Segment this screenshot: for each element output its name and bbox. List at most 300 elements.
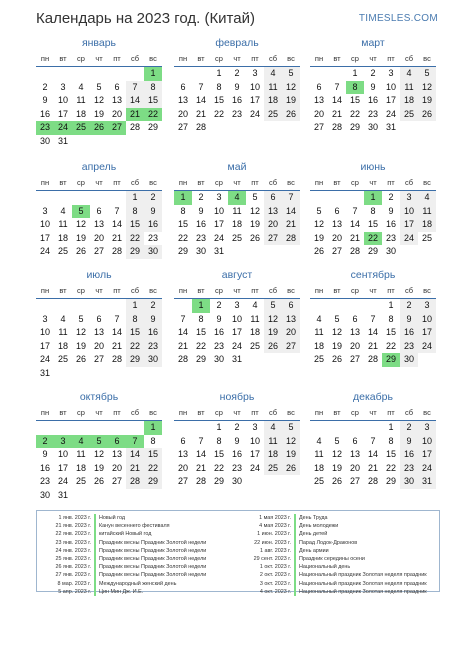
day-cell[interactable]: 10 — [39, 219, 50, 229]
day-cell[interactable]: 4 — [400, 67, 418, 81]
day-cell[interactable]: 2 — [216, 300, 222, 310]
day-cell[interactable]: 10 — [39, 327, 50, 337]
day-cell[interactable]: 31 — [231, 354, 242, 364]
day-cell[interactable]: 21 — [177, 340, 188, 351]
day-cell[interactable]: 9 — [198, 205, 204, 216]
day-cell[interactable]: 25 — [249, 340, 260, 351]
day-cell[interactable]: 2 — [370, 68, 376, 78]
day-cell[interactable]: 15 — [177, 219, 188, 229]
day-cell[interactable]: 22 — [213, 462, 224, 473]
day-cell[interactable]: 23 — [147, 232, 158, 243]
day-cell[interactable]: 3 — [234, 300, 240, 310]
day-cell[interactable]: 7 — [114, 205, 120, 216]
day-cell[interactable]: 23 — [385, 232, 396, 243]
day-cell[interactable]: 24 — [39, 354, 50, 364]
day-cell[interactable]: 11 — [232, 205, 242, 216]
day-cell[interactable]: 9 — [234, 435, 240, 446]
day-cell[interactable]: 25 — [75, 476, 86, 486]
day-cell[interactable]: 25 — [57, 354, 68, 364]
day-cell[interactable]: 12 — [313, 219, 324, 229]
day-cell[interactable]: 3 — [216, 192, 222, 202]
day-cell[interactable]: 9 — [388, 205, 394, 216]
day-cell[interactable]: 14 — [367, 449, 378, 459]
day-cell[interactable]: 27 — [264, 232, 282, 246]
day-cell[interactable]: 23 — [367, 108, 378, 119]
day-cell[interactable]: 27 — [177, 476, 188, 486]
day-cell[interactable]: 29 — [144, 475, 162, 489]
day-cell[interactable]: 2 — [400, 421, 418, 435]
day-cell[interactable]: 26 — [249, 232, 260, 243]
day-cell[interactable]: 31 — [385, 122, 396, 132]
day-cell[interactable]: 20 — [282, 326, 300, 340]
day-cell[interactable]: 19 — [75, 232, 86, 243]
day-cell[interactable]: 18 — [231, 219, 242, 229]
day-cell[interactable]: 15 — [144, 94, 162, 108]
day-cell[interactable]: 1 — [388, 422, 394, 432]
holiday-day-cell[interactable]: 4 — [228, 191, 246, 205]
day-cell[interactable]: 12 — [418, 81, 436, 95]
day-cell[interactable]: 30 — [39, 489, 50, 500]
day-cell[interactable]: 30 — [385, 246, 396, 256]
day-cell[interactable]: 11 — [76, 95, 86, 105]
day-cell[interactable]: 21 — [126, 462, 144, 476]
day-cell[interactable]: 4 — [60, 205, 66, 216]
day-cell[interactable]: 14 — [349, 219, 360, 229]
day-cell[interactable]: 25 — [421, 232, 432, 243]
day-cell[interactable]: 2 — [388, 192, 394, 202]
day-cell[interactable]: 12 — [264, 313, 282, 327]
day-cell[interactable]: 13 — [177, 449, 188, 459]
day-cell[interactable]: 4 — [264, 421, 282, 435]
holiday-day-cell[interactable]: 4 — [72, 435, 90, 449]
day-cell[interactable]: 26 — [282, 462, 300, 476]
day-cell[interactable]: 26 — [264, 340, 282, 354]
day-cell[interactable]: 1 — [352, 68, 358, 78]
day-cell[interactable]: 10 — [57, 449, 68, 459]
day-cell[interactable]: 18 — [75, 462, 86, 473]
day-cell[interactable]: 14 — [177, 327, 188, 337]
holiday-day-cell[interactable]: 7 — [126, 435, 144, 449]
day-cell[interactable]: 24 — [39, 246, 50, 256]
day-cell[interactable]: 23 — [39, 476, 50, 486]
holiday-day-cell[interactable]: 1 — [144, 421, 162, 435]
day-cell[interactable]: 16 — [39, 108, 50, 119]
day-cell[interactable]: 20 — [313, 108, 324, 119]
day-cell[interactable]: 17 — [418, 448, 436, 462]
day-cell[interactable]: 29 — [349, 122, 360, 132]
day-cell[interactable]: 16 — [195, 219, 206, 229]
day-cell[interactable]: 3 — [60, 81, 66, 92]
day-cell[interactable]: 6 — [282, 299, 300, 313]
day-cell[interactable]: 6 — [352, 435, 358, 446]
day-cell[interactable]: 28 — [129, 122, 140, 132]
day-cell[interactable]: 25 — [313, 476, 324, 486]
day-cell[interactable]: 10 — [231, 313, 242, 324]
day-cell[interactable]: 12 — [331, 327, 342, 337]
day-cell[interactable]: 14 — [126, 448, 144, 462]
day-cell[interactable]: 12 — [93, 449, 104, 459]
day-cell[interactable]: 9 — [400, 313, 418, 327]
day-cell[interactable]: 14 — [126, 94, 144, 108]
day-cell[interactable]: 19 — [313, 232, 324, 243]
holiday-day-cell[interactable]: 22 — [144, 108, 162, 122]
day-cell[interactable]: 13 — [177, 95, 188, 105]
holiday-day-cell[interactable]: 5 — [90, 435, 108, 449]
day-cell[interactable]: 5 — [96, 81, 102, 92]
day-cell[interactable]: 16 — [231, 449, 242, 459]
day-cell[interactable]: 18 — [264, 448, 282, 462]
day-cell[interactable]: 12 — [282, 81, 300, 95]
day-cell[interactable]: 26 — [418, 108, 436, 122]
holiday-day-cell[interactable]: 21 — [126, 108, 144, 122]
day-cell[interactable]: 12 — [75, 327, 86, 337]
day-cell[interactable]: 8 — [126, 313, 144, 327]
day-cell[interactable]: 15 — [195, 327, 206, 337]
day-cell[interactable]: 28 — [282, 232, 300, 246]
day-cell[interactable]: 14 — [111, 327, 122, 337]
day-cell[interactable]: 31 — [39, 367, 50, 378]
day-cell[interactable]: 4 — [418, 191, 436, 205]
day-cell[interactable]: 16 — [385, 219, 396, 229]
holiday-day-cell[interactable]: 1 — [144, 67, 162, 81]
holiday-day-cell[interactable]: 29 — [382, 353, 400, 367]
day-cell[interactable]: 4 — [78, 81, 84, 92]
day-cell[interactable]: 7 — [180, 313, 186, 324]
holiday-day-cell[interactable]: 22 — [364, 232, 382, 246]
day-cell[interactable]: 3 — [42, 205, 48, 216]
day-cell[interactable]: 22 — [126, 340, 144, 354]
day-cell[interactable]: 29 — [213, 476, 224, 486]
day-cell[interactable]: 17 — [418, 326, 436, 340]
day-cell[interactable]: 16 — [144, 326, 162, 340]
day-cell[interactable]: 22 — [385, 340, 396, 351]
day-cell[interactable]: 6 — [352, 313, 358, 324]
day-cell[interactable]: 21 — [111, 232, 122, 243]
day-cell[interactable]: 10 — [400, 205, 418, 219]
day-cell[interactable]: 1 — [126, 299, 144, 313]
day-cell[interactable]: 22 — [177, 232, 188, 243]
day-cell[interactable]: 19 — [331, 340, 342, 351]
day-cell[interactable]: 10 — [249, 81, 260, 92]
day-cell[interactable]: 22 — [195, 340, 206, 351]
day-cell[interactable]: 14 — [282, 205, 300, 219]
day-cell[interactable]: 3 — [400, 191, 418, 205]
day-cell[interactable]: 25 — [264, 108, 282, 122]
day-cell[interactable]: 12 — [249, 205, 260, 216]
day-cell[interactable]: 16 — [400, 326, 418, 340]
day-cell[interactable]: 18 — [264, 94, 282, 108]
day-cell[interactable]: 21 — [111, 340, 122, 351]
day-cell[interactable]: 7 — [370, 435, 376, 446]
day-cell[interactable]: 21 — [282, 218, 300, 232]
day-cell[interactable]: 20 — [331, 232, 342, 243]
day-cell[interactable]: 9 — [42, 449, 48, 459]
day-cell[interactable]: 14 — [367, 327, 378, 337]
day-cell[interactable]: 16 — [144, 218, 162, 232]
day-cell[interactable]: 15 — [385, 449, 396, 459]
day-cell[interactable]: 26 — [75, 354, 86, 364]
holiday-day-cell[interactable]: 2 — [36, 435, 54, 449]
day-cell[interactable]: 10 — [418, 435, 436, 449]
day-cell[interactable]: 17 — [213, 219, 224, 229]
holiday-day-cell[interactable]: 6 — [108, 435, 126, 449]
day-cell[interactable]: 31 — [57, 489, 68, 500]
day-cell[interactable]: 16 — [367, 95, 378, 105]
day-cell[interactable]: 6 — [96, 313, 102, 324]
day-cell[interactable]: 21 — [367, 340, 378, 351]
day-cell[interactable]: 31 — [57, 135, 68, 146]
day-cell[interactable]: 28 — [126, 475, 144, 489]
day-cell[interactable]: 5 — [334, 435, 340, 446]
day-cell[interactable]: 29 — [126, 353, 144, 367]
day-cell[interactable]: 9 — [234, 81, 240, 92]
day-cell[interactable]: 9 — [216, 313, 222, 324]
day-cell[interactable]: 18 — [57, 340, 68, 351]
day-cell[interactable]: 29 — [126, 245, 144, 259]
day-cell[interactable]: 24 — [213, 232, 224, 243]
day-cell[interactable]: 6 — [114, 81, 120, 92]
day-cell[interactable]: 11 — [58, 219, 68, 229]
day-cell[interactable]: 2 — [144, 299, 162, 313]
day-cell[interactable]: 27 — [177, 122, 188, 132]
day-cell[interactable]: 8 — [150, 435, 156, 446]
day-cell[interactable]: 17 — [39, 232, 50, 243]
day-cell[interactable]: 2 — [144, 191, 162, 205]
day-cell[interactable]: 3 — [418, 299, 436, 313]
day-cell[interactable]: 19 — [75, 340, 86, 351]
day-cell[interactable]: 25 — [313, 354, 324, 364]
day-cell[interactable]: 30 — [400, 353, 418, 367]
day-cell[interactable]: 10 — [418, 313, 436, 327]
day-cell[interactable]: 28 — [195, 122, 206, 132]
day-cell[interactable]: 8 — [216, 81, 222, 92]
day-cell[interactable]: 21 — [195, 108, 206, 119]
day-cell[interactable]: 30 — [400, 475, 418, 489]
day-cell[interactable]: 3 — [42, 313, 48, 324]
day-cell[interactable]: 15 — [126, 218, 144, 232]
day-cell[interactable]: 30 — [231, 476, 242, 486]
day-cell[interactable]: 24 — [418, 462, 436, 476]
day-cell[interactable]: 27 — [349, 354, 360, 364]
day-cell[interactable]: 2 — [400, 299, 418, 313]
day-cell[interactable]: 2 — [234, 422, 240, 432]
day-cell[interactable]: 13 — [111, 95, 122, 105]
day-cell[interactable]: 28 — [177, 354, 188, 364]
day-cell[interactable]: 30 — [144, 353, 162, 367]
holiday-day-cell[interactable]: 1 — [192, 299, 210, 313]
day-cell[interactable]: 16 — [213, 327, 224, 337]
day-cell[interactable]: 13 — [349, 327, 360, 337]
day-cell[interactable]: 9 — [370, 81, 376, 92]
day-cell[interactable]: 14 — [195, 95, 206, 105]
day-cell[interactable]: 21 — [367, 462, 378, 473]
day-cell[interactable]: 23 — [231, 108, 242, 119]
site-link[interactable]: TIMESLES.COM — [358, 13, 438, 24]
day-cell[interactable]: 4 — [252, 300, 258, 310]
holiday-day-cell[interactable]: 8 — [346, 81, 364, 95]
day-cell[interactable]: 28 — [367, 354, 378, 364]
day-cell[interactable]: 10 — [57, 95, 68, 105]
day-cell[interactable]: 15 — [367, 219, 378, 229]
day-cell[interactable]: 20 — [177, 108, 188, 119]
day-cell[interactable]: 23 — [195, 232, 206, 243]
day-cell[interactable]: 17 — [57, 108, 68, 119]
day-cell[interactable]: 5 — [418, 67, 436, 81]
day-cell[interactable]: 16 — [400, 448, 418, 462]
day-cell[interactable]: 24 — [231, 340, 242, 351]
day-cell[interactable]: 5 — [78, 313, 84, 324]
day-cell[interactable]: 8 — [388, 313, 394, 324]
day-cell[interactable]: 12 — [282, 435, 300, 449]
day-cell[interactable]: 25 — [57, 246, 68, 256]
holiday-day-cell[interactable]: 27 — [108, 121, 126, 135]
day-cell[interactable]: 1 — [216, 422, 222, 432]
day-cell[interactable]: 20 — [177, 462, 188, 473]
day-cell[interactable]: 12 — [75, 219, 86, 229]
day-cell[interactable]: 5 — [252, 192, 258, 202]
day-cell[interactable]: 27 — [93, 246, 104, 256]
day-cell[interactable]: 8 — [180, 205, 186, 216]
day-cell[interactable]: 28 — [111, 354, 122, 364]
day-cell[interactable]: 18 — [400, 94, 418, 108]
day-cell[interactable]: 15 — [385, 327, 396, 337]
day-cell[interactable]: 27 — [111, 476, 122, 486]
day-cell[interactable]: 19 — [331, 462, 342, 473]
day-cell[interactable]: 13 — [313, 95, 324, 105]
day-cell[interactable]: 30 — [39, 135, 50, 146]
day-cell[interactable]: 27 — [331, 246, 342, 256]
day-cell[interactable]: 4 — [60, 313, 66, 324]
day-cell[interactable]: 21 — [349, 232, 360, 243]
day-cell[interactable]: 6 — [264, 191, 282, 205]
day-cell[interactable]: 15 — [126, 326, 144, 340]
day-cell[interactable]: 28 — [331, 122, 342, 132]
day-cell[interactable]: 29 — [367, 246, 378, 256]
day-cell[interactable]: 5 — [316, 205, 322, 216]
day-cell[interactable]: 26 — [331, 354, 342, 364]
day-cell[interactable]: 6 — [334, 205, 340, 216]
day-cell[interactable]: 29 — [147, 122, 158, 132]
day-cell[interactable]: 20 — [349, 340, 360, 351]
day-cell[interactable]: 11 — [250, 313, 260, 324]
day-cell[interactable]: 22 — [144, 462, 162, 476]
day-cell[interactable]: 23 — [231, 462, 242, 473]
holiday-day-cell[interactable]: 3 — [54, 435, 72, 449]
day-cell[interactable]: 17 — [385, 95, 396, 105]
holiday-day-cell[interactable]: 1 — [364, 191, 382, 205]
day-cell[interactable]: 21 — [331, 108, 342, 119]
day-cell[interactable]: 5 — [282, 421, 300, 435]
day-cell[interactable]: 13 — [349, 449, 360, 459]
day-cell[interactable]: 13 — [282, 313, 300, 327]
day-cell[interactable]: 2 — [198, 192, 204, 202]
day-cell[interactable]: 9 — [42, 95, 48, 105]
day-cell[interactable]: 30 — [213, 354, 224, 364]
day-cell[interactable]: 30 — [367, 122, 378, 132]
day-cell[interactable]: 3 — [388, 68, 394, 78]
day-cell[interactable]: 5 — [334, 313, 340, 324]
day-cell[interactable]: 9 — [144, 313, 162, 327]
day-cell[interactable]: 27 — [282, 340, 300, 354]
day-cell[interactable]: 19 — [93, 108, 104, 119]
day-cell[interactable]: 28 — [111, 246, 122, 256]
day-cell[interactable]: 11 — [400, 81, 418, 95]
day-cell[interactable]: 25 — [231, 232, 242, 243]
day-cell[interactable]: 10 — [385, 81, 396, 92]
day-cell[interactable]: 23 — [144, 340, 162, 354]
day-cell[interactable]: 1 — [126, 191, 144, 205]
day-cell[interactable]: 24 — [400, 232, 418, 246]
day-cell[interactable]: 19 — [93, 462, 104, 473]
day-cell[interactable]: 11 — [264, 435, 282, 449]
day-cell[interactable]: 24 — [385, 108, 396, 119]
day-cell[interactable]: 24 — [249, 462, 260, 473]
day-cell[interactable]: 3 — [252, 422, 258, 432]
day-cell[interactable]: 11 — [314, 449, 324, 459]
day-cell[interactable]: 7 — [114, 313, 120, 324]
day-cell[interactable]: 18 — [57, 232, 68, 243]
day-cell[interactable]: 13 — [93, 219, 104, 229]
day-cell[interactable]: 14 — [195, 449, 206, 459]
day-cell[interactable]: 18 — [418, 218, 436, 232]
day-cell[interactable]: 20 — [93, 340, 104, 351]
day-cell[interactable]: 4 — [264, 67, 282, 81]
day-cell[interactable]: 23 — [400, 462, 418, 476]
day-cell[interactable]: 13 — [264, 205, 282, 219]
day-cell[interactable]: 10 — [213, 205, 224, 216]
day-cell[interactable]: 23 — [400, 340, 418, 354]
day-cell[interactable]: 16 — [231, 95, 242, 105]
day-cell[interactable]: 19 — [264, 326, 282, 340]
day-cell[interactable]: 7 — [198, 435, 204, 446]
holiday-day-cell[interactable]: 5 — [72, 205, 90, 219]
day-cell[interactable]: 19 — [282, 94, 300, 108]
day-cell[interactable]: 3 — [418, 421, 436, 435]
day-cell[interactable]: 2 — [42, 81, 48, 92]
day-cell[interactable]: 20 — [111, 462, 122, 473]
day-cell[interactable]: 24 — [57, 476, 68, 486]
day-cell[interactable]: 6 — [96, 205, 102, 216]
day-cell[interactable]: 6 — [180, 81, 186, 92]
day-cell[interactable]: 31 — [213, 246, 224, 256]
day-cell[interactable]: 6 — [180, 435, 186, 446]
day-cell[interactable]: 12 — [93, 95, 104, 105]
day-cell[interactable]: 26 — [331, 476, 342, 486]
day-cell[interactable]: 18 — [313, 462, 324, 473]
day-cell[interactable]: 11 — [418, 205, 436, 219]
day-cell[interactable]: 27 — [93, 354, 104, 364]
holiday-day-cell[interactable]: 1 — [174, 191, 192, 205]
holiday-day-cell[interactable]: 25 — [72, 121, 90, 135]
day-cell[interactable]: 7 — [198, 81, 204, 92]
day-cell[interactable]: 20 — [111, 108, 122, 119]
day-cell[interactable]: 8 — [388, 435, 394, 446]
day-cell[interactable]: 20 — [93, 232, 104, 243]
day-cell[interactable]: 15 — [213, 95, 224, 105]
day-cell[interactable]: 14 — [111, 219, 122, 229]
day-cell[interactable]: 17 — [231, 327, 242, 337]
day-cell[interactable]: 19 — [249, 219, 260, 229]
day-cell[interactable]: 17 — [57, 462, 68, 473]
day-cell[interactable]: 18 — [313, 340, 324, 351]
day-cell[interactable]: 7 — [334, 81, 340, 92]
day-cell[interactable]: 11 — [314, 327, 324, 337]
day-cell[interactable]: 28 — [367, 476, 378, 486]
day-cell[interactable]: 9 — [144, 205, 162, 219]
day-cell[interactable]: 11 — [76, 449, 86, 459]
day-cell[interactable]: 17 — [39, 340, 50, 351]
day-cell[interactable]: 8 — [126, 205, 144, 219]
